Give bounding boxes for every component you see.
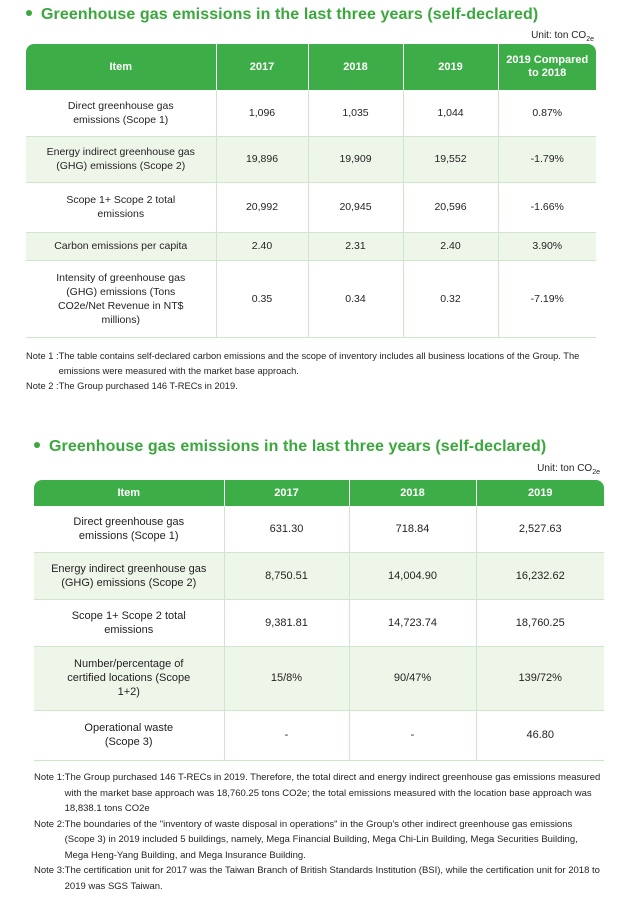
cell-2018: 0.34 (308, 260, 403, 337)
cell-2018: 14,004.90 (349, 552, 476, 599)
cell-change: 3.90% (498, 232, 596, 260)
table-row (26, 232, 596, 260)
cell-change: -1.79% (498, 136, 596, 182)
header-2019: 2019 (476, 480, 604, 506)
unit-subscript: 2e (592, 469, 600, 476)
cell-2019: 20,596 (403, 182, 498, 232)
cell-2017: 631.30 (224, 506, 349, 552)
table-row (34, 599, 604, 646)
emissions-table-1 (26, 44, 596, 338)
row-item: Scope 1+ Scope 2 total emissions (26, 182, 216, 232)
cell-2019: 2,527.63 (476, 506, 604, 552)
cell-2017: 0.35 (216, 260, 308, 337)
note-label: Note 1: (34, 772, 65, 783)
cell-2017: - (224, 710, 349, 760)
cell-change: -7.19% (498, 260, 596, 337)
unit-text: Unit: ton CO (537, 463, 593, 474)
section-title (26, 6, 538, 24)
note-text: The Group purchased 146 T-RECs in 2019. Therefore, the total direct and energy indirect greenhouse gas emissions measured with the market base approach was 18,760.25 tons CO2e; the total emissions measured with the location base approach was 18,838.1 tons CO2e (64, 772, 601, 814)
cell-2018: 19,909 (308, 136, 403, 182)
cell-2017: 2.40 (216, 232, 308, 260)
unit-subscript: 2e (586, 36, 594, 43)
cell-2019: 46.80 (476, 710, 604, 760)
note-label: Note 2: (34, 818, 65, 830)
note-item (34, 770, 604, 817)
note-item (34, 817, 604, 864)
notes-1 (26, 349, 598, 394)
emissions-table-2 (34, 480, 604, 761)
header-2019: 2019 (403, 44, 498, 90)
section-ghg-table-2 (0, 430, 620, 911)
header-item: Item (26, 44, 216, 90)
cell-2017: 8,750.51 (224, 552, 349, 599)
note-item (34, 863, 604, 894)
note-text: The Group purchased 146 T-RECs in 2019. (58, 381, 238, 391)
cell-2019: 18,760.25 (476, 599, 604, 646)
header-2018: 2018 (308, 44, 403, 90)
row-item: Operational waste (Scope 3) (34, 710, 224, 760)
table-row (26, 260, 596, 337)
row-item: Direct greenhouse gas emissions (Scope 1) (34, 506, 224, 552)
cell-2017: 9,381.81 (224, 599, 349, 646)
table-row (26, 182, 596, 232)
row-item: Intensity of greenhouse gas (GHG) emissions (Tons CO2e/Net Revenue in NT$ millions) (26, 260, 216, 337)
row-item: Energy indirect greenhouse gas (GHG) emissions (Scope 2) (26, 136, 216, 182)
note-label: Note 2 : (26, 381, 59, 391)
cell-2018: 2.31 (308, 232, 403, 260)
section-title-text: Greenhouse gas emissions in the last three years (self-declared) (41, 6, 539, 23)
cell-2018: 718.84 (349, 506, 476, 552)
cell-2018: 14,723.74 (349, 599, 476, 646)
unit-label (537, 463, 600, 476)
note-item (26, 349, 598, 379)
unit-label (531, 30, 594, 43)
bullet-icon (26, 10, 32, 16)
cell-2018: - (349, 710, 476, 760)
row-item: Carbon emissions per capita (26, 232, 216, 260)
table-header-row (34, 480, 604, 506)
row-item: Number/percentage of certified locations (Scope 1+2) (34, 646, 224, 710)
table-row (34, 506, 604, 552)
cell-change: 0.87% (498, 90, 596, 136)
section-title (34, 438, 546, 456)
header-2017: 2017 (224, 480, 349, 506)
header-2017: 2017 (216, 44, 308, 90)
notes-2 (34, 770, 604, 894)
table-row (34, 710, 604, 760)
cell-2019: 2.40 (403, 232, 498, 260)
note-text: The certification unit for 2017 was the Taiwan Branch of British Standards Institution (BSI), while the certification unit for 2018 to 2019 was SGS Taiwan. (64, 865, 600, 892)
header-item: Item (34, 480, 224, 506)
row-item: Direct greenhouse gas emissions (Scope 1) (26, 90, 216, 136)
cell-2018: 90/47% (349, 646, 476, 710)
cell-2017: 20,992 (216, 182, 308, 232)
row-item: Scope 1+ Scope 2 total emissions (34, 599, 224, 646)
table-header-row (26, 44, 596, 90)
note-text: The table contains self-declared carbon emissions and the scope of inventory includes all business locations of the Group. The emissions were measured with the market base approach. (58, 351, 580, 376)
note-label: Note 3: (34, 865, 65, 876)
cell-2018: 1,035 (308, 90, 403, 136)
table-row (34, 552, 604, 599)
unit-text: Unit: ton CO (531, 30, 587, 41)
cell-2019: 0.32 (403, 260, 498, 337)
cell-2017: 15/8% (224, 646, 349, 710)
cell-2017: 1,096 (216, 90, 308, 136)
cell-2019: 19,552 (403, 136, 498, 182)
note-item (26, 379, 598, 394)
cell-2019: 1,044 (403, 90, 498, 136)
table-row (26, 90, 596, 136)
section-ghg-table-1 (0, 0, 620, 400)
cell-2018: 20,945 (308, 182, 403, 232)
row-item: Energy indirect greenhouse gas (GHG) emissions (Scope 2) (34, 552, 224, 599)
header-change: 2019 Compared to 2018 (498, 44, 596, 90)
cell-2019: 16,232.62 (476, 552, 604, 599)
cell-2019: 139/72% (476, 646, 604, 710)
table-row (26, 136, 596, 182)
section-title-text: Greenhouse gas emissions in the last three years (self-declared) (49, 438, 547, 455)
header-2018: 2018 (349, 480, 476, 506)
cell-change: -1.66% (498, 182, 596, 232)
note-text: The boundaries of the "inventory of waste disposal in operations" in the Group's other indirect greenhouse gas emissions (Scope 3) in 2019 included 5 buildings, namely, Mega Financial Building, Mega Chi-Lin Building, Mega Securities Building, Mega Heng-Yang Building, and Mega Insurance Building. (64, 818, 578, 861)
cell-2017: 19,896 (216, 136, 308, 182)
bullet-icon (34, 442, 40, 448)
table-row (34, 646, 604, 710)
note-label: Note 1 : (26, 351, 59, 361)
